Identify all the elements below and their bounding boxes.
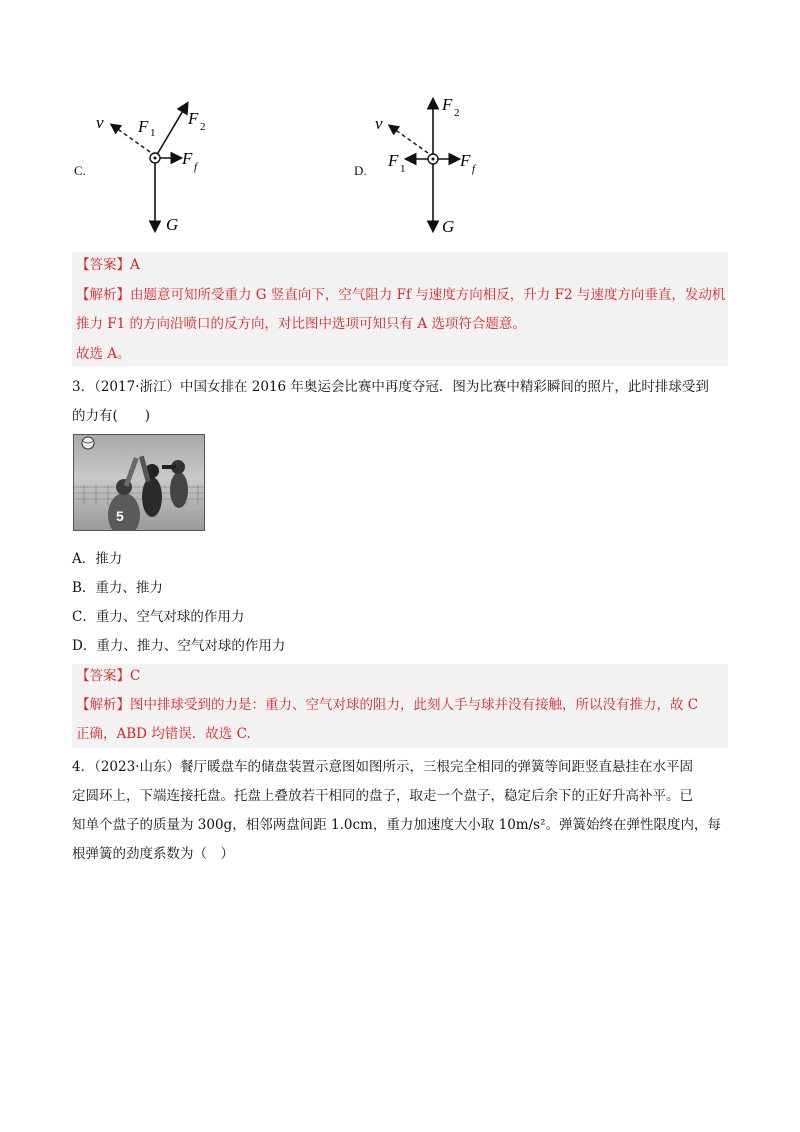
f2-label: F xyxy=(188,109,199,128)
q2-analysis-line1: 【解析】由题意可知所受重力 G 竖直向下，空气阻力 Ff 与速度方向相反，升力 F2 与速度方向垂直，发动机 xyxy=(76,287,726,303)
q2-answer: 【答案】A xyxy=(76,257,140,273)
velocity-arrow xyxy=(390,126,428,153)
q2-conclusion: 故选 A。 xyxy=(76,346,131,362)
f2-label: F xyxy=(442,95,453,114)
g-label: G xyxy=(166,215,179,234)
option-c-label: C. xyxy=(74,163,86,178)
svg-text:1: 1 xyxy=(150,127,156,139)
q3-stem-line1: 3．（2017·浙江）中国女排在 2016 年奥运会比赛中再度夺冠．图为比赛中精彩瞬间的照片，此时排球受到 xyxy=(72,379,709,395)
option-d-label: D. xyxy=(354,163,367,178)
v-label: v xyxy=(96,113,104,132)
option-c-force-diagram xyxy=(90,92,230,242)
f1-label: F xyxy=(388,151,399,170)
ff-label: F xyxy=(182,149,193,168)
svg-text:1: 1 xyxy=(400,163,406,175)
jersey-number: 5 xyxy=(116,508,124,524)
q2-answer-box xyxy=(72,252,728,366)
q3-stem-line2: 的力有( ) xyxy=(72,408,151,424)
v-label: v xyxy=(375,114,383,133)
q3-option-a: A．推力 xyxy=(72,551,123,567)
svg-text:f: f xyxy=(472,163,476,175)
q4-line2: 定圆环上，下端连接托盘。托盘上叠放若干相同的盘子，取走一个盘子，稳定后余下的正好升高补平。已 xyxy=(72,788,693,804)
q3-option-c: C．重力、空气对球的作用力 xyxy=(72,609,245,625)
q3-option-d: D．重力、推力、空气对球的作用力 xyxy=(72,638,286,654)
q3-analysis-line1: 【解析】图中排球受到的力是：重力、空气对球的阻力，此刻人手与球并没有接触，所以没有推力，故 C xyxy=(76,697,699,713)
q4-line3: 知单个盘子的质量为 300g，相邻两盘间距 1.0cm，重力加速度大小取 10m/s²。弹簧始终在弹性限度内，每 xyxy=(72,817,721,833)
q2-analysis-line2: 推力 F1 的方向沿喷口的反方向，对比图中选项可知只有 A 选项符合题意。 xyxy=(76,316,526,332)
volleyball-photo xyxy=(73,434,205,531)
q3-answer: 【答案】C xyxy=(76,668,141,684)
g-label: G xyxy=(442,217,455,236)
f1-label: F xyxy=(138,117,149,136)
svg-text:f: f xyxy=(194,161,198,173)
q4-line4: 根弹簧的劲度系数为（ ） xyxy=(72,846,234,862)
option-d-force-diagram xyxy=(370,92,510,242)
q4-line1: 4．（2023·山东）餐厅暖盘车的储盘装置示意图如图所示，三根完全相同的弹簧等间距竖直悬挂在水平固 xyxy=(72,759,693,775)
svg-text:2: 2 xyxy=(200,121,206,133)
q3-option-b: B．重力、推力 xyxy=(72,580,163,596)
svg-text:2: 2 xyxy=(454,107,460,119)
q3-analysis-line2: 正确，ABD 均错误．故选 C. xyxy=(76,726,251,742)
ff-label: F xyxy=(460,151,471,170)
q3-answer-box xyxy=(72,664,728,748)
